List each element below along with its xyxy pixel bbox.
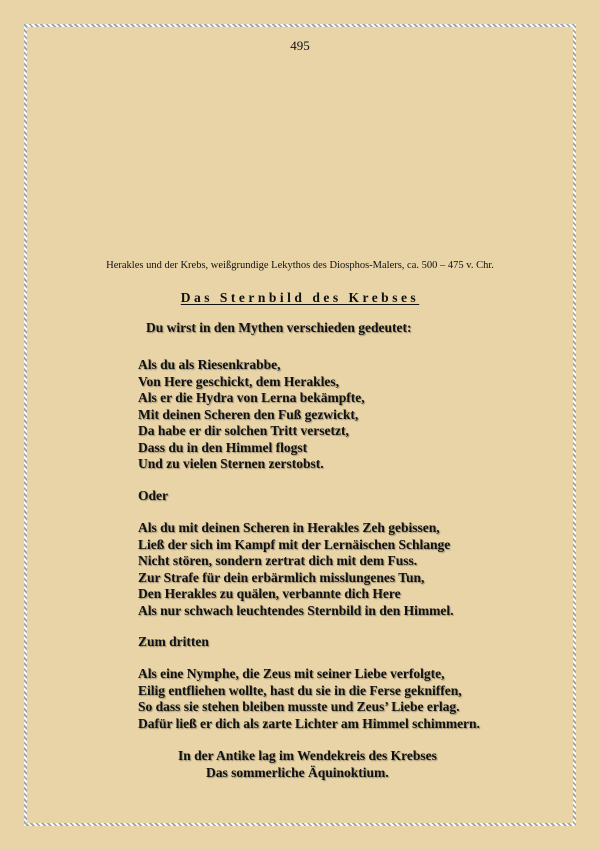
poem-line: Eilig entfliehen wollte, hast du sie in die Ferse gekniffen, [138,682,462,698]
poem-line: Mit deinen Scheren den Fuß gezwickt, [138,406,359,422]
stanza-2 [138,520,454,619]
poem-line: Nicht stören, sondern zertrat dich mit dem Fuss. [138,553,418,568]
poem-line: Als eine Nymphe, die Zeus mit seiner Liebe verfolgte, [138,666,445,681]
poem-line: Als nur schwach leuchtendes Sternbild in den Himmel. [138,602,454,618]
stanza-heading-oder: Oder [138,488,168,503]
poem-line: Zur Strafe für dein erbärmlich misslungenes Tun, [138,569,425,585]
poem-line: Und zu vielen Sternen zerstobst. [138,456,324,471]
poem-line: Dass du in den Himmel flogst [138,439,308,455]
poem-line: Als du als Riesenkrabbe, [138,357,281,372]
poem-title: Das Sternbild des Krebses [180,290,420,305]
poem-line: So dass sie stehen bleiben musste und Zeus’ Liebe erlag. [138,699,460,714]
poem-line: Den Herakles zu quälen, verbannte dich Here [138,586,401,601]
poem-line: Als du mit deinen Scheren in Herakles Zeh gebissen, [138,520,440,535]
closing-line-2: Das sommerliche Äquinoktium. [206,765,389,780]
image-caption: Herakles und der Krebs, weißgrundige Lekythos des Diosphos-Malers, ca. 500 – 475 v. Chr. [106,260,494,271]
page-number: 495 [290,38,310,53]
poem-intro: Du wirst in den Mythen verschieden gedeutet: [146,320,412,335]
stanza-heading-zum-dritten: Zum dritten [138,634,209,649]
poem-line: Dafür ließ er dich als zarte Lichter am Himmel schimmern. [138,715,480,731]
stanza-3 [138,666,480,732]
poem-line: Als er die Hydra von Lerna bekämpfte, [138,390,365,405]
stanza-1 [138,357,365,473]
poem-line: Von Here geschickt, dem Herakles, [138,373,339,389]
poem-line: Ließ der sich im Kampf mit der Lernäischen Schlange [138,536,451,552]
closing-line-1: In der Antike lag im Wendekreis des Krebses [178,748,437,763]
poem-line: Da habe er dir solchen Tritt versetzt, [138,423,349,438]
